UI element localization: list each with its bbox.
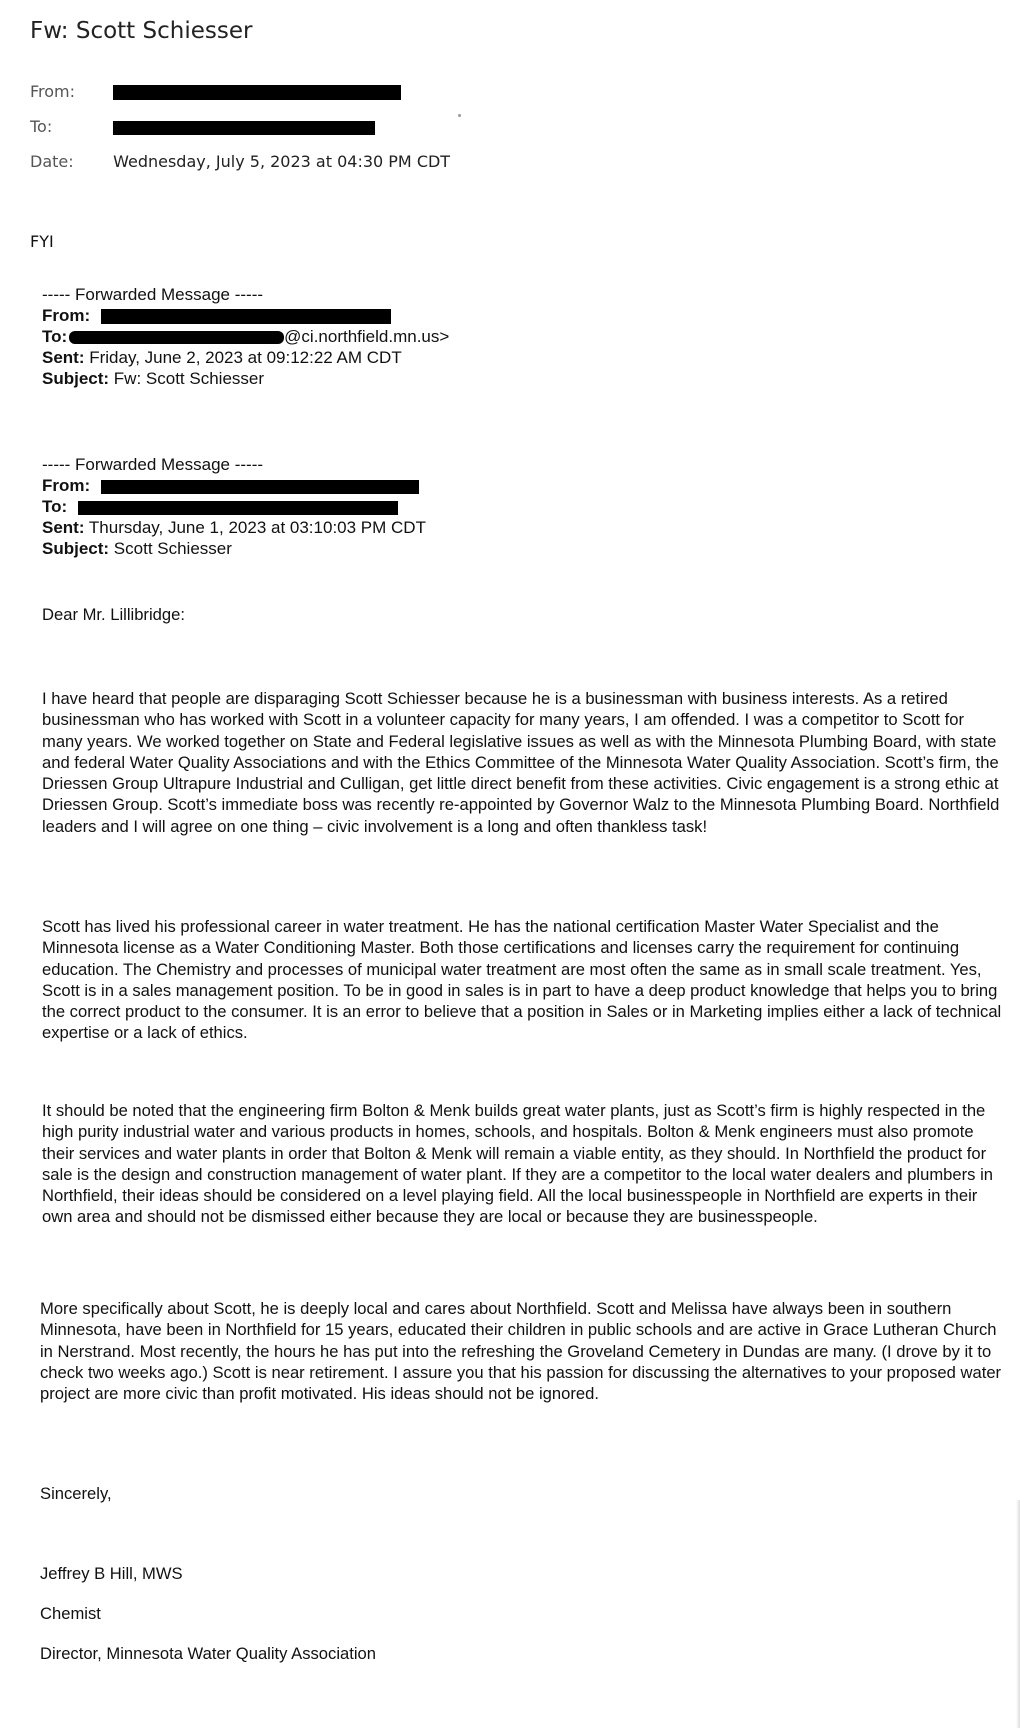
- forward-from-label: From:: [42, 306, 91, 325]
- email-subject-heading: Fw: Scott Schiesser: [30, 18, 253, 44]
- forward-sent-row: [42, 347, 449, 368]
- intro-text: FYI: [30, 232, 54, 251]
- email-from-row: [30, 82, 401, 101]
- email-date-row: [30, 152, 450, 171]
- forward-from-row: [42, 475, 426, 496]
- forward-to-label: To:: [42, 327, 68, 346]
- letter-salutation: Dear Mr. Lillibridge:: [42, 605, 185, 624]
- forward-from-label: From:: [42, 476, 91, 495]
- to-label: To:: [30, 117, 53, 136]
- forward-subject-label: Subject:: [42, 369, 110, 388]
- forward-divider: ----- Forwarded Message -----: [42, 285, 264, 304]
- scan-edge-shadow: [1016, 1500, 1020, 1728]
- redaction-bar: [101, 309, 391, 324]
- forward-sent-value: Thursday, June 1, 2023 at 03:10:03 PM CDT: [88, 518, 426, 537]
- forward-to-row: [42, 496, 426, 517]
- forward-sent-row: [42, 517, 426, 538]
- forward-sent-label: Sent:: [42, 518, 85, 537]
- letter-paragraph-1: I have heard that people are disparaging Scott Schiesser because he is a businessman with business interests. As a retired businessman who has worked with Scott in a volunteer capacity for many years, I am offended. I was a competitor to Scott for many years. We worked together on State and Federal legislative issues as well as with the Minnesota Plumbing Board, with state and federal Water Quality Associations and with the Ethics Committee of the Minnesota Water Quality Association. Scott’s firm, the Driessen Group Ultrapure Industrial and Culligan, get little direct benefit from these activities. Civic engagement is a strong ethic at Driessen Group. Scott’s immediate boss was recently re-appointed by Governor Walz to the Minnesota Plumbing Board. Northfield leaders and I will agree on one thing – civic involvement is a long and often thankless task!: [42, 689, 1000, 836]
- forward-subject-value: Scott Schiesser: [113, 539, 232, 558]
- forwarded-header-2: [42, 454, 426, 559]
- redaction-bar: [78, 501, 398, 515]
- redaction-scribble: [69, 331, 284, 344]
- forward-sent-value: Friday, June 2, 2023 at 09:12:22 AM CDT: [89, 348, 402, 367]
- signature-name: Jeffrey B Hill, MWS: [40, 1564, 183, 1583]
- letter-paragraph-3: It should be noted that the engineering firm Bolton & Menk builds great water plants, just as Scott’s firm is highly respected in the high purity industrial water and various products in homes, schools, and hospitals. Bolton & Menk engineers must also promote their services and water plants in order that Bolton & Menk will remain a viable entity, as they should. In Northfield the product for sale is the design and construction management of water plant. If they are a competitor to the local water dealers and plumbers in Northfield, their ideas should be considered on a level playing field. All the local businesspeople in Northfield are experts in their own area and should not be dismissed either because they are local or because they are businesspeople.: [42, 1101, 993, 1227]
- forward-from-row: [42, 305, 449, 326]
- redaction-bar: [113, 85, 401, 100]
- forwarded-header-1: [42, 284, 449, 389]
- letter-paragraph-2: Scott has lived his professional career in water treatment. He has the national certification Master Water Specialist and the Minnesota license as a Water Conditioning Master. Both those certifications and licenses carry the requirement for continuing education. The Chemistry and processes of municipal water treatment are most often the same as in small scale treatment. Yes, Scott is in a sales management position. To be in good in sales is in part to have a deep product knowledge that helps you to bring the correct product to the consumer. It is an error to believe that a position in Sales or in Marketing implies either a lack of technical expertise or a lack of ethics.: [42, 917, 1002, 1043]
- date-value: Wednesday, July 5, 2023 at 04:30 PM CDT: [113, 152, 451, 171]
- forward-to-suffix: @ci.northfield.mn.us>: [284, 327, 450, 346]
- letter-paragraph-4: More specifically about Scott, he is deeply local and cares about Northfield. Scott and Melissa have always been in southern Minnesota, have been in Northfield for 15 years, educated their children in public schools and are active in Grace Lutheran Church in Nerstrand. Most recently, the hours he has put into the refreshing the Groveland Cemetery in Dundas are many. (I drove by it to check two weeks ago.) Scott is near retirement. I assure you that his passion for discussing the alternatives to your proposed water project are more civic than profit motivated. His ideas should not be ignored.: [40, 1299, 1002, 1404]
- email-to-row: [30, 117, 375, 136]
- letter-closing: Sincerely,: [40, 1484, 112, 1503]
- signature-title: Chemist: [40, 1604, 101, 1623]
- forward-subject-row: [42, 368, 449, 389]
- redaction-bar: [101, 480, 419, 494]
- from-label: From:: [30, 82, 76, 101]
- redaction-bar: [113, 121, 375, 135]
- date-label: Date:: [30, 152, 74, 171]
- forward-sent-label: Sent:: [42, 348, 85, 367]
- forward-subject-value: Fw: Scott Schiesser: [113, 369, 265, 388]
- forward-divider: ----- Forwarded Message -----: [42, 455, 264, 474]
- forward-to-label: To:: [42, 497, 68, 516]
- forward-subject-label: Subject:: [42, 539, 110, 558]
- forward-subject-row: [42, 538, 426, 559]
- forward-to-row: [42, 326, 449, 347]
- signature-organization: Director, Minnesota Water Quality Association: [40, 1644, 377, 1663]
- scan-speck: [458, 114, 461, 117]
